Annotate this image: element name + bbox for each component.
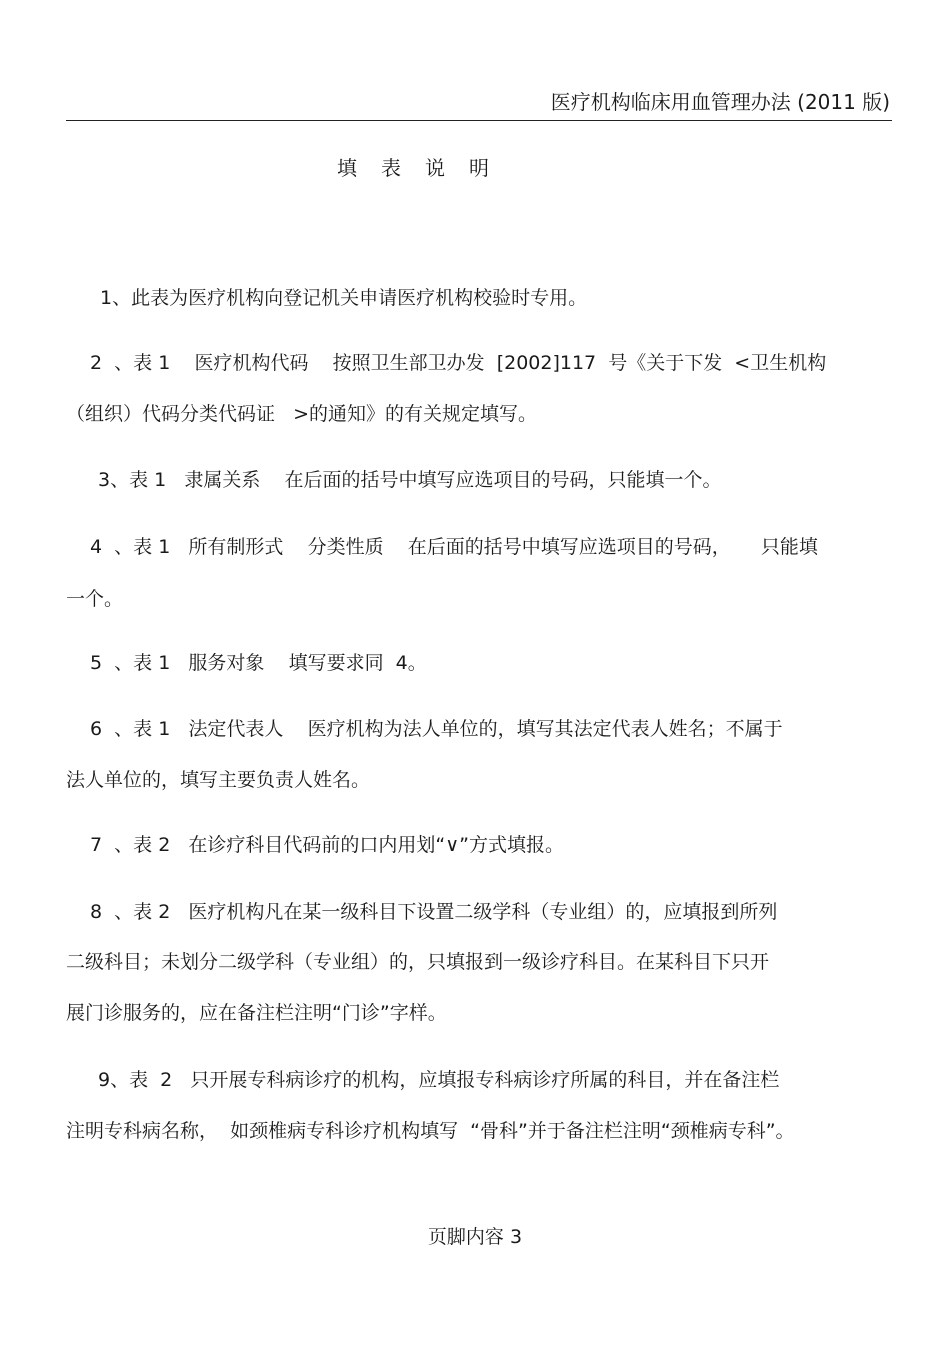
instruction-item-4-line-2: 一个。 bbox=[66, 588, 124, 610]
instruction-item-8-line-2: 二级科目；未划分二级学科（专业组）的，只填报到一级诊疗科目。在某科目下只开 bbox=[66, 951, 770, 973]
instruction-item-2-line-2: （组织）代码分类代码证 >的通知》的有关规定填写。 bbox=[66, 403, 538, 425]
instruction-item-2-line-1: 2 、表 1 医疗机构代码 按照卫生部卫办发 [2002]117 号《关于下发 <卫生机构 bbox=[90, 352, 827, 374]
instruction-item-5: 5 、表 1 服务对象 填写要求同 4。 bbox=[90, 652, 427, 674]
instruction-item-8-line-1: 8 、表 2 医疗机构凡在某一级科目下设置二级学科（专业组）的，应填报到所列 bbox=[90, 901, 778, 923]
header-title: 医疗机构临床用血管理办法 (2011 版) bbox=[550, 90, 890, 114]
instruction-item-6-line-1: 6 、表 1 法定代表人 医疗机构为法人单位的，填写其法定代表人姓名；不属于 bbox=[90, 718, 783, 740]
instruction-item-9-line-2: 注明专科病名称， 如颈椎病专科诊疗机构填写 “骨科”并于备注栏注明“颈椎病专科”。 bbox=[66, 1120, 795, 1142]
instruction-item-4-line-1: 4 、表 1 所有制形式 分类性质 在后面的括号中填写应选项目的号码， 只能填 bbox=[90, 536, 818, 558]
instruction-item-6-line-2: 法人单位的，填写主要负责人姓名。 bbox=[66, 769, 371, 791]
page-footer: 页脚内容 3 bbox=[427, 1226, 523, 1248]
instruction-item-8-line-3: 展门诊服务的，应在备注栏注明“门诊”字样。 bbox=[66, 1002, 447, 1024]
page-title: 填表说明 bbox=[337, 156, 513, 180]
instruction-item-1: 1、此表为医疗机构向登记机关申请医疗机构校验时专用。 bbox=[100, 287, 588, 309]
instruction-item-9-line-1: 9、表 2 只开展专科病诊疗的机构，应填报专科病诊疗所属的科目，并在备注栏 bbox=[98, 1069, 780, 1091]
instruction-item-3: 3、表 1 隶属关系 在后面的括号中填写应选项目的号码，只能填一个。 bbox=[98, 469, 722, 491]
instruction-item-7: 7 、表 2 在诊疗科目代码前的口内用划“∨”方式填报。 bbox=[90, 834, 565, 856]
header-divider bbox=[66, 120, 892, 121]
